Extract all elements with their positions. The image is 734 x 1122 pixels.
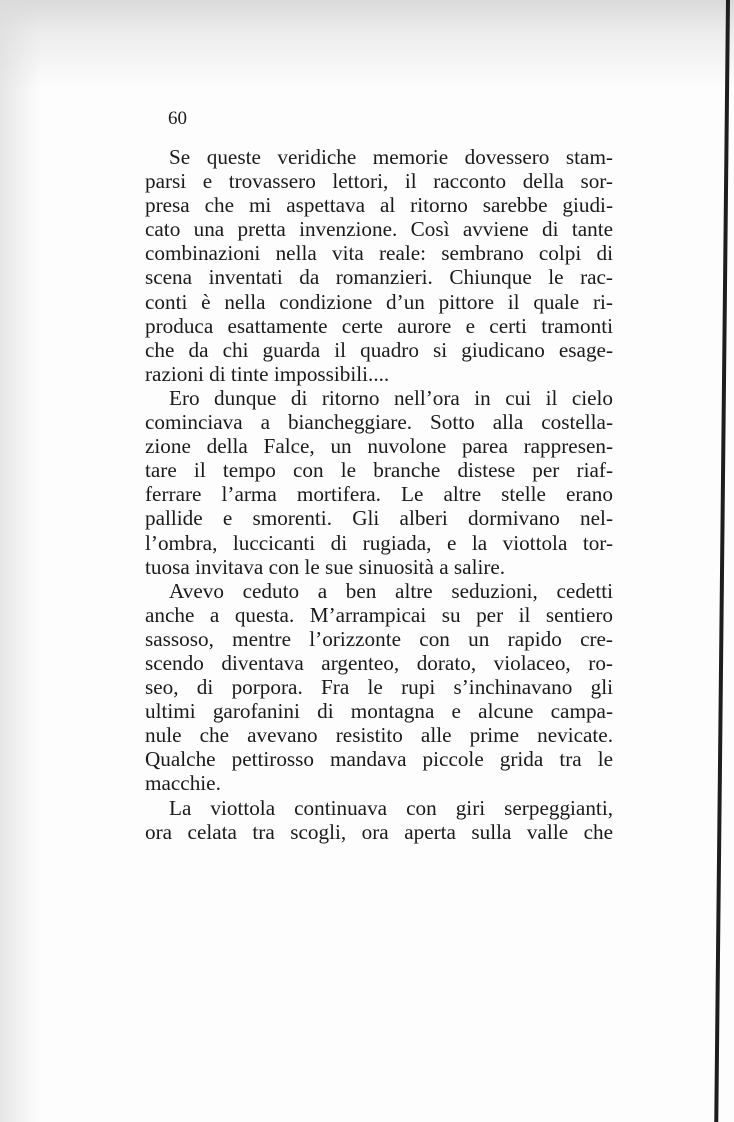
scan-shadow-top (0, 0, 734, 90)
text-line: nule che avevano resistito alle prime nevicate. (145, 723, 613, 748)
text-line: scena inventati da romanzieri. Chiunque le rac- (145, 265, 613, 290)
paragraph-1 (145, 145, 613, 386)
text-line: l’ombra, luccicanti di rugiada, e la viottola tor- (145, 530, 613, 555)
text-line: cato una pretta invenzione. Così avviene di tante (145, 217, 613, 242)
text-line: Se queste veridiche memorie dovessero stam- (169, 145, 613, 169)
text-line: parsi e trovassero lettori, il racconto della sor- (145, 169, 613, 194)
text-line: ora celata tra scogli, ora aperta sulla valle che (145, 819, 613, 844)
text-line: pallide e smorenti. Gli alberi dormivano nel- (145, 506, 613, 531)
text-line: sassoso, mentre l’orizzonte con un rapido cre- (145, 626, 613, 651)
paragraph-2 (145, 386, 613, 579)
text-line: produca esattamente certe aurore e certi tramonti (145, 313, 613, 338)
text-line: conti è nella condizione d’un pittore il quale ri- (145, 289, 613, 314)
text-line: presa che mi aspettava al ritorno sarebbe giudi- (145, 193, 613, 218)
text-line: ultimi garofanini di montagna e alcune campa- (145, 699, 613, 724)
text-line: macchie. (145, 771, 221, 796)
text-line: Ero dunque di ritorno nell’ora in cui il cielo (169, 385, 613, 410)
text-line: Qualche pettirosso mandava piccole grida tra le (145, 747, 613, 772)
text-line: tare il tempo con le branche distese per riaf- (145, 458, 613, 483)
text-line: Avevo ceduto a ben altre seduzioni, cedetti (169, 578, 613, 603)
text-line: scendo diventava argenteo, dorato, violaceo, ro- (145, 650, 613, 675)
text-line: razioni di tinte impossibili.... (145, 361, 390, 386)
text-line: tuosa invitava con le sue sinuosità a salire. (145, 554, 506, 579)
page-edge-line (714, 0, 730, 1122)
text-line: combinazioni nella vita reale: sembrano colpi di (145, 241, 613, 266)
text-line: seo, di porpora. Fra le rupi s’inchinavano gli (145, 675, 613, 700)
scan-shadow-left (0, 0, 40, 1122)
text-line: anche a questa. M’arrampicai su per il sentiero (145, 602, 613, 627)
text-line: ferrare l’arma mortifera. Le altre stelle erano (145, 482, 613, 507)
paragraph-3 (145, 579, 613, 796)
paragraph-4 (145, 796, 613, 844)
text-line: zione della Falce, un nuvolone parea rappresen- (145, 434, 613, 459)
text-line: che da chi guarda il quadro si giudicano esage- (145, 337, 613, 362)
page-number: 60 (168, 108, 187, 129)
text-line: La viottola continuava con giri serpeggianti, (169, 795, 613, 820)
body-text (145, 145, 613, 844)
text-line: cominciava a biancheggiare. Sotto alla costella- (145, 410, 613, 435)
